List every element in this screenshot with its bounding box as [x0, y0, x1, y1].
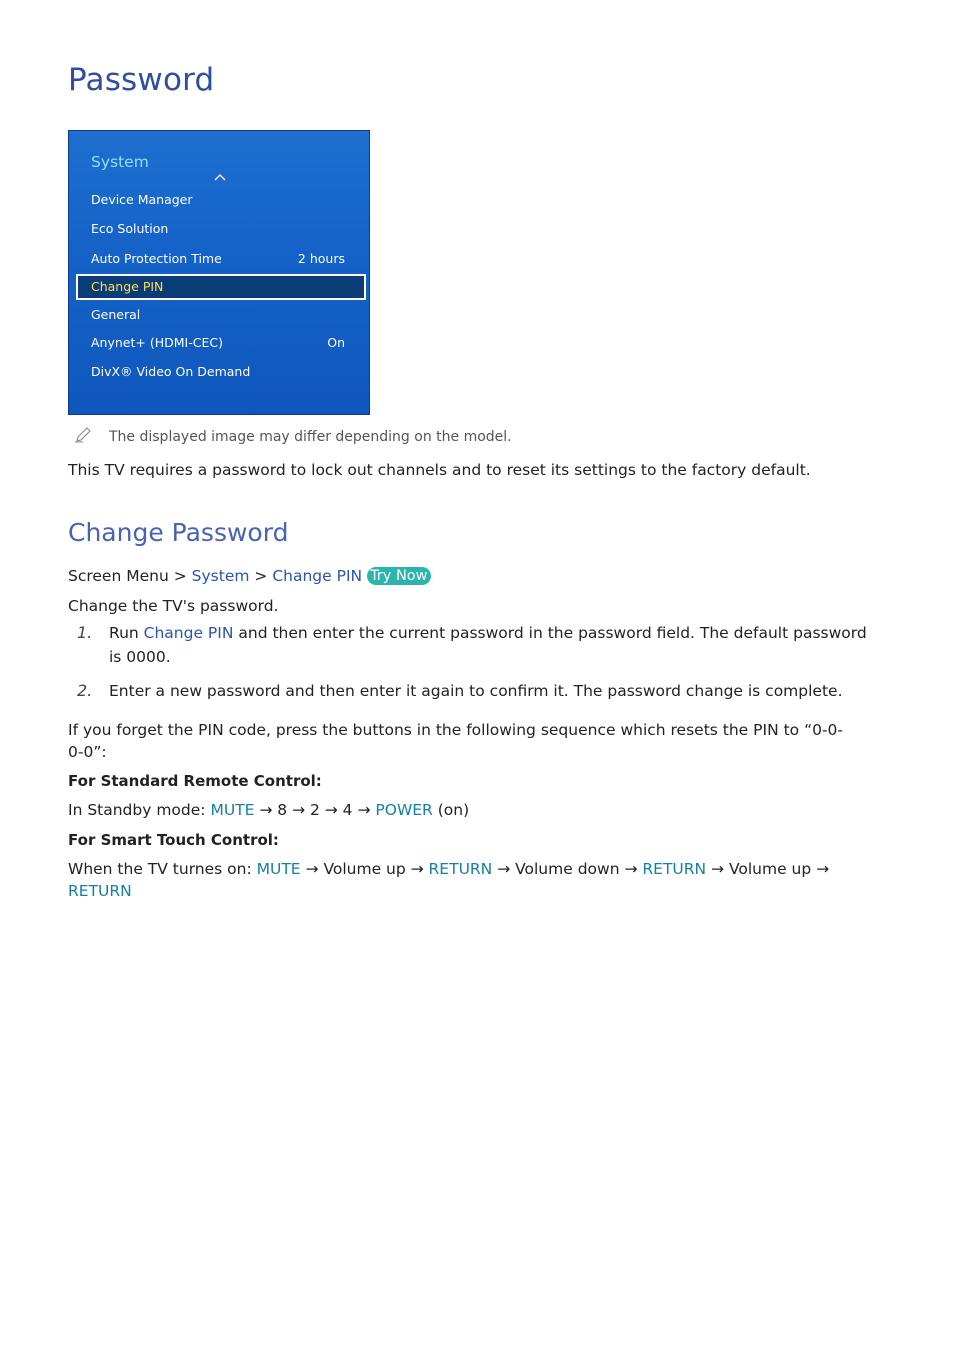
section-title: Change Password — [68, 518, 289, 547]
standard-remote-sequence: In Standby mode: MUTE → 8 → 2 → 4 → POWER (on) — [68, 801, 470, 819]
power-key: POWER — [375, 801, 433, 819]
step-text: Run Change PIN and then enter the current password in the password field. The default password — [109, 624, 867, 642]
chevron-up-icon[interactable] — [214, 173, 226, 181]
menu-path: Screen Menu > System > Change PIN Try Now — [68, 567, 431, 585]
menu-item-auto-protection-time[interactable]: Auto Protection Time 2 hours — [76, 246, 366, 272]
mute-key: MUTE — [210, 801, 255, 819]
step-text-continued: is 0000. — [109, 648, 171, 666]
menu-item-value: On — [327, 335, 345, 350]
intro-text: This TV requires a password to lock out channels and to reset its settings to the factory default. — [68, 461, 811, 479]
return-key: RETURN — [428, 860, 493, 878]
return-key: RETURN — [68, 882, 132, 900]
path-system-link[interactable]: System — [191, 567, 250, 585]
section-description: Change the TV's password. — [68, 597, 279, 615]
menu-item-change-pin[interactable]: Change PIN — [76, 274, 366, 300]
menu-item-eco-solution[interactable]: Eco Solution — [91, 221, 169, 236]
change-pin-link[interactable]: Change PIN — [143, 624, 234, 642]
page-title: Password — [68, 62, 215, 98]
smart-touch-label: For Smart Touch Control: — [68, 831, 279, 849]
step-number: 2. — [77, 681, 93, 700]
step-number: 1. — [77, 623, 93, 642]
menu-item-value: 2 hours — [297, 251, 345, 266]
path-change-pin-link[interactable]: Change PIN — [272, 567, 363, 585]
smart-touch-sequence: When the TV turnes on: MUTE → Volume up → RETURN → Volume down → RETURN → Volume up → — [68, 860, 830, 878]
forget-pin-text: If you forget the PIN code, press the buttons in the following sequence which resets the PIN to “0-0- — [68, 721, 844, 739]
tv-system-menu — [68, 130, 370, 415]
standard-remote-label: For Standard Remote Control: — [68, 772, 322, 790]
pencil-icon — [74, 427, 92, 443]
note-text: The displayed image may differ depending on the model. — [109, 429, 512, 445]
try-now-button[interactable]: Try Now — [367, 567, 430, 585]
step-text: Enter a new password and then enter it again to confirm it. The password change is complete. — [109, 682, 843, 700]
mute-key: MUTE — [256, 860, 301, 878]
menu-item-general[interactable]: General — [91, 307, 141, 322]
forget-pin-text-continued: 0-0”: — [68, 743, 107, 761]
menu-item-device-manager[interactable]: Device Manager — [91, 192, 193, 207]
return-key: RETURN — [642, 860, 707, 878]
smart-touch-sequence-continued — [68, 882, 132, 900]
menu-item-divx[interactable]: DivX® Video On Demand — [91, 364, 251, 379]
menu-title: System — [91, 153, 149, 171]
menu-item-anynet[interactable]: Anynet+ (HDMI-CEC) On — [76, 330, 366, 356]
